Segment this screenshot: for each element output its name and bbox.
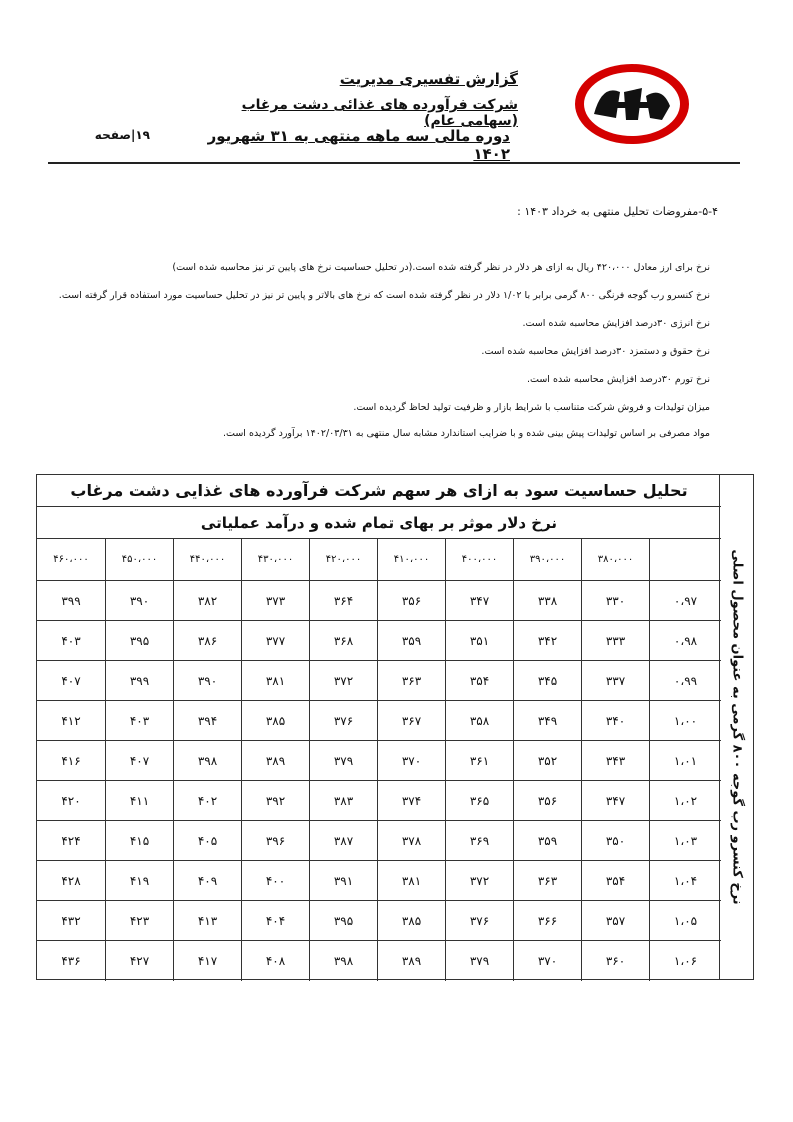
table-cell: ۳۷۸ — [377, 821, 445, 860]
section-title: ۵-۴-مفروضات تحلیل منتهی به خرداد ۱۴۰۳ : — [517, 205, 718, 218]
row-header: ۱،۰۰ — [649, 701, 721, 740]
table-cell: ۴۰۷ — [105, 741, 173, 780]
table-cell: ۳۷۷ — [241, 621, 309, 660]
column-header: ۳۹۰،۰۰۰ — [513, 539, 581, 580]
table-cell: ۳۷۳ — [241, 581, 309, 620]
table-cell: ۴۱۵ — [105, 821, 173, 860]
table-cell: ۴۱۷ — [173, 941, 241, 981]
assumption-item: نرخ برای ارز معادل ۴۲۰،۰۰۰ ریال به ازای هر دلار در نظر گرفته شده است.(در تحلیل حساسیت نرخ های پایین تر نیز محاسبه شده است) — [172, 262, 710, 273]
column-header: ۴۲۰،۰۰۰ — [309, 539, 377, 580]
table-cell: ۳۸۱ — [377, 861, 445, 900]
table-cell: ۳۷۶ — [445, 901, 513, 940]
assumption-item: نرخ کنسرو رب گوجه فرنگی ۸۰۰ گرمی برابر با ۱/۰۲ دلار در نظر گرفته شده است که نرخ های بالاتر و پایین تر نیز در تحلیل حساسیت مورد استفاده قرار گرفته است. — [58, 290, 710, 301]
table-cell: ۳۷۲ — [309, 661, 377, 700]
table-cell: ۳۵۲ — [513, 741, 581, 780]
table-row — [37, 781, 721, 821]
row-header: ۱،۰۱ — [649, 741, 721, 780]
table-cell: ۳۸۱ — [241, 661, 309, 700]
table-cell: ۳۷۹ — [445, 941, 513, 981]
assumption-item: نرخ حقوق و دستمزد ۳۰درصد افزایش محاسبه شده است. — [481, 346, 710, 357]
table-cell: ۳۴۰ — [581, 701, 649, 740]
table-cell: ۴۰۲ — [173, 781, 241, 820]
header-divider — [48, 162, 740, 164]
table-cell: ۳۳۸ — [513, 581, 581, 620]
period-title: دوره مالی سه ماهه منتهی به ۳۱ شهریور ۱۴۰۲ — [207, 127, 510, 163]
page-number: ۱۹|صفحه — [94, 128, 150, 142]
row-header: ۱،۰۶ — [649, 941, 721, 981]
table-cell: ۳۹۰ — [173, 661, 241, 700]
table-cell: ۴۱۶ — [61, 753, 81, 768]
column-header: ۴۱۰،۰۰۰ — [377, 539, 445, 580]
table-cell: ۳۹۸ — [173, 741, 241, 780]
table-cell: ۴۰۳ — [105, 701, 173, 740]
table-cell: ۳۹۶ — [241, 821, 309, 860]
column-header: ۴۶۰،۰۰۰ — [53, 554, 89, 565]
table-cell: ۳۹۵ — [105, 621, 173, 660]
table-cell: ۳۸۹ — [377, 941, 445, 981]
column-header: ۴۵۰،۰۰۰ — [105, 539, 173, 580]
table-cell: ۳۵۴ — [581, 861, 649, 900]
table-grid — [37, 539, 721, 981]
table-row — [37, 941, 721, 981]
row-header: ۰،۹۹ — [649, 661, 721, 700]
table-cell: ۴۱۹ — [105, 861, 173, 900]
table-cell: ۴۰۸ — [241, 941, 309, 981]
row-header: ۱،۰۳ — [649, 821, 721, 860]
table-cell: ۳۷۴ — [377, 781, 445, 820]
assumption-item: نرخ تورم ۳۰درصد افزایش محاسبه شده است. — [527, 374, 710, 385]
table-cell: ۴۲۷ — [105, 941, 173, 981]
table-cell: ۳۶۰ — [581, 941, 649, 981]
table-cell: ۴۰۵ — [173, 821, 241, 860]
table-cell: ۳۵۶ — [513, 781, 581, 820]
column-header: ۳۸۰،۰۰۰ — [581, 539, 649, 580]
table-cell: ۳۵۸ — [445, 701, 513, 740]
column-header-row — [37, 539, 721, 581]
table-cell: ۳۹۴ — [173, 701, 241, 740]
table-subtitle: نرخ دلار موثر بر بهای تمام شده و درآمد عملیاتی — [37, 507, 721, 539]
table-row — [37, 661, 721, 701]
table-cell: ۴۳۶ — [61, 954, 81, 968]
row-header: ۰،۹۸ — [649, 621, 721, 660]
table-cell: ۳۷۰ — [377, 741, 445, 780]
table-cell: ۳۳۳ — [581, 621, 649, 660]
table-cell: ۳۴۷ — [445, 581, 513, 620]
table-cell: ۴۰۰ — [241, 861, 309, 900]
table-cell: ۳۹۰ — [105, 581, 173, 620]
row-header: ۱،۰۴ — [649, 861, 721, 900]
table-cell: ۳۹۹ — [61, 593, 81, 608]
table-cell: ۳۹۱ — [309, 861, 377, 900]
table-cell: ۳۸۹ — [241, 741, 309, 780]
column-header: ۴۴۰،۰۰۰ — [173, 539, 241, 580]
table-cell: ۳۸۲ — [173, 581, 241, 620]
table-cell: ۴۰۷ — [61, 673, 81, 688]
assumption-item: نرخ انرژی ۳۰درصد افزایش محاسبه شده است. — [522, 318, 710, 329]
table-cell: ۳۵۱ — [445, 621, 513, 660]
table-cell: ۴۱۳ — [173, 901, 241, 940]
table-cell: ۴۰۴ — [241, 901, 309, 940]
table-cell: ۴۳۲ — [61, 913, 81, 928]
company-logo — [572, 62, 692, 146]
table-cell: ۳۹۹ — [105, 661, 173, 700]
table-row — [37, 621, 721, 661]
table-cell: ۳۶۱ — [445, 741, 513, 780]
table-row — [37, 861, 721, 901]
table-cell: ۴۰۹ — [173, 861, 241, 900]
column-header: ۴۰۰،۰۰۰ — [445, 539, 513, 580]
table-cell: ۴۱۲ — [61, 713, 81, 728]
table-cell: ۳۸۵ — [377, 901, 445, 940]
table-cell: ۳۶۳ — [377, 661, 445, 700]
table-cell: ۳۶۵ — [445, 781, 513, 820]
table-cell: ۳۴۵ — [513, 661, 581, 700]
table-row — [37, 701, 721, 741]
table-cell: ۳۶۳ — [513, 861, 581, 900]
table-cell: ۴۲۰ — [61, 793, 81, 808]
table-cell: ۳۹۲ — [241, 781, 309, 820]
side-label-cell — [719, 475, 753, 979]
table-cell: ۳۶۹ — [445, 821, 513, 860]
table-cell: ۴۲۸ — [61, 873, 81, 888]
table-row — [37, 581, 721, 621]
row-header: ۰،۹۷ — [649, 581, 721, 620]
table-cell: ۳۳۷ — [581, 661, 649, 700]
table-cell: ۳۵۷ — [581, 901, 649, 940]
table-cell: ۳۷۹ — [309, 741, 377, 780]
table-cell: ۳۵۹ — [513, 821, 581, 860]
table-cell: ۳۴۹ — [513, 701, 581, 740]
table-cell: ۳۶۴ — [309, 581, 377, 620]
table-cell: ۳۸۵ — [241, 701, 309, 740]
side-label: نرخ کنسرو رب گوجه ۸۰۰ گرمی به عنوان محصول اصلی — [729, 549, 744, 905]
table-title: تحلیل حساسیت سود به ازای هر سهم شرکت فرآورده های غذایی دشت مرغاب — [37, 475, 721, 507]
table-cell: ۴۱۱ — [105, 781, 173, 820]
table-cell: ۳۵۶ — [377, 581, 445, 620]
table-cell: ۳۳۰ — [581, 581, 649, 620]
table-cell: ۳۸۶ — [173, 621, 241, 660]
report-title: گزارش تفسیری مدیریت — [339, 70, 518, 88]
table-row — [37, 901, 721, 941]
table-cell: ۳۴۳ — [581, 741, 649, 780]
table-cell: ۳۴۲ — [513, 621, 581, 660]
table-cell: ۳۷۶ — [309, 701, 377, 740]
table-cell: ۳۸۷ — [309, 821, 377, 860]
table-row — [37, 821, 721, 861]
sensitivity-table — [36, 474, 754, 980]
table-cell: ۳۶۶ — [513, 901, 581, 940]
table-cell: ۳۸۳ — [309, 781, 377, 820]
company-name: شرکت فرآورده های غذائی دشت مرغاب (سهامی عام) — [241, 97, 518, 129]
table-cell: ۳۹۸ — [309, 941, 377, 981]
column-header: ۴۳۰،۰۰۰ — [241, 539, 309, 580]
table-cell: ۳۹۵ — [309, 901, 377, 940]
corner-cell — [649, 539, 721, 580]
table-cell: ۳۷۰ — [513, 941, 581, 981]
table-cell: ۳۶۸ — [309, 621, 377, 660]
assumption-item: مواد مصرفی بر اساس تولیدات پیش بینی شده و با ضرایب استاندارد مشابه سال منتهی به ۱۴۰۲/۰۳/۳۱ برآورد گردیده است. — [223, 428, 710, 439]
table-cell: ۳۶۷ — [377, 701, 445, 740]
table-cell: ۳۴۷ — [581, 781, 649, 820]
table-cell: ۳۷۲ — [445, 861, 513, 900]
row-header: ۱،۰۲ — [649, 781, 721, 820]
table-cell: ۴۲۴ — [61, 833, 81, 848]
table-cell: ۳۵۹ — [377, 621, 445, 660]
row-header: ۱،۰۵ — [649, 901, 721, 940]
table-row — [37, 741, 721, 781]
table-cell: ۴۲۳ — [105, 901, 173, 940]
table-cell: ۳۵۴ — [445, 661, 513, 700]
table-cell: ۳۵۰ — [581, 821, 649, 860]
table-cell: ۴۰۳ — [61, 633, 81, 648]
assumption-item: میزان تولیدات و فروش شرکت متناسب با شرایط بازار و ظرفیت تولید لحاظ گردیده است. — [353, 402, 710, 413]
